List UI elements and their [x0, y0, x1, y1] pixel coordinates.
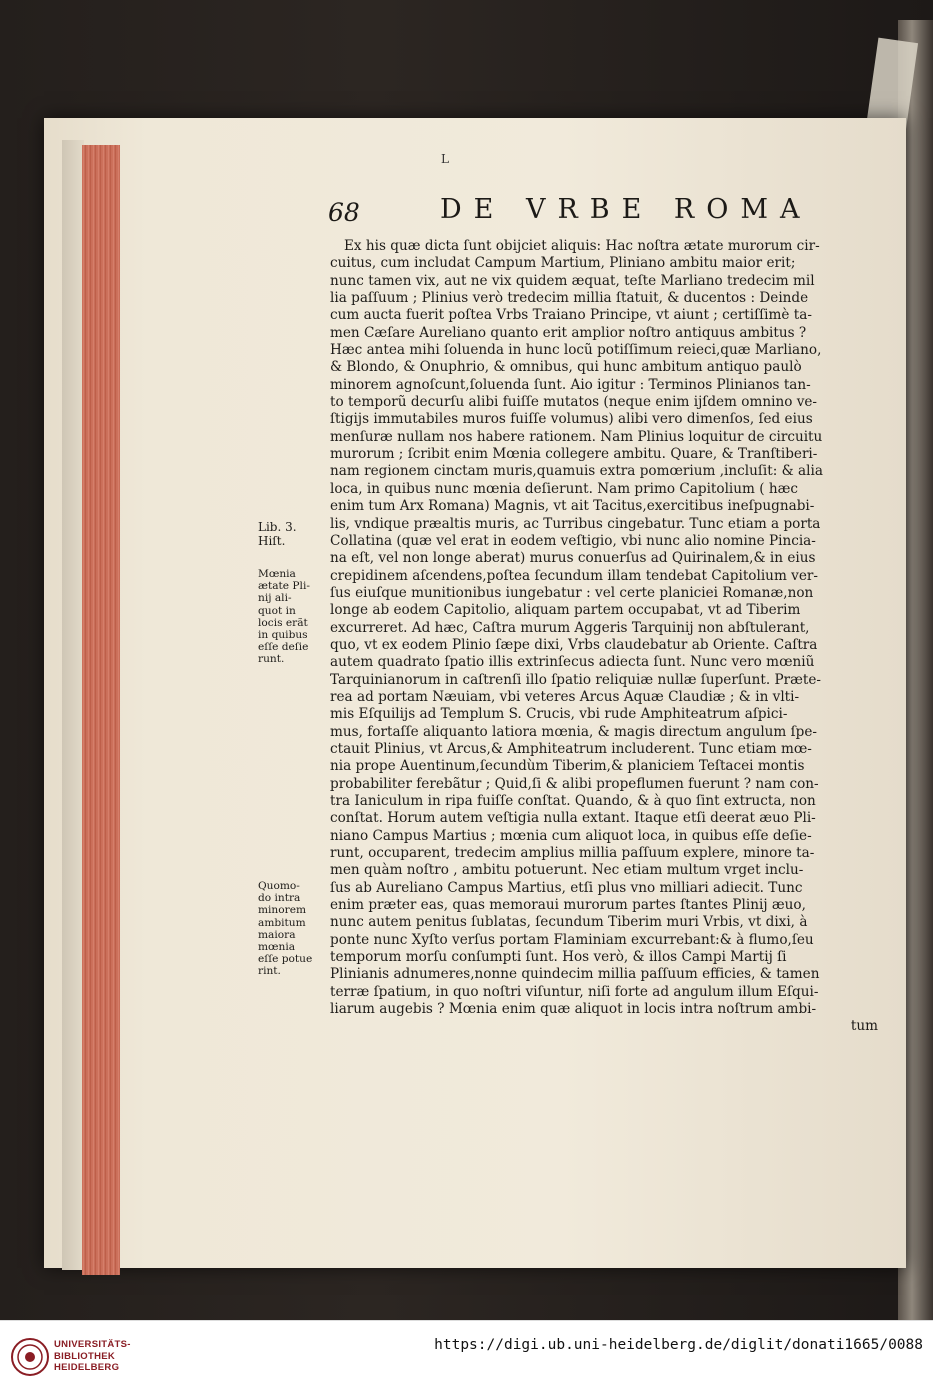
margin-note-quomodo [258, 880, 312, 978]
margin-note-line: eſſe deſie [258, 641, 309, 654]
margin-note-line: do intra [258, 892, 301, 905]
margin-note-line: mœnia [258, 940, 296, 953]
viewer-footer [0, 1320, 933, 1395]
text-line: mus, fortaſſe aliquanto latiora mœnia, & magis directum angulum ſpe- [330, 723, 818, 740]
text-line: menſuræ nullam nos habere rationem. Nam Plinius loquitur de circuitu [330, 428, 823, 445]
text-line: liarum augebis ? Mœnia enim quæ aliquot in locis intra noſtrum ambi- [330, 1001, 817, 1018]
text-line: men quàm noſtro , ambitu potuerunt. Nec etiam multum vrget inclu- [330, 862, 804, 879]
text-line: Collatina (quæ vel erat in eodem veſtigio, vbi nunc alio nomine Pincia- [330, 532, 816, 549]
text-line: runt, occuparent, tredecim amplius millia paſſuum explere, minore ta- [330, 845, 815, 862]
margin-note-line: in quibus [258, 628, 308, 641]
margin-note-line: eſſe potue [258, 953, 313, 966]
page-url-link[interactable]: https://digi.ub.uni-heidelberg.de/diglit/donati1665/0088 [434, 1337, 923, 1353]
margin-note-line: nij ali- [258, 592, 292, 605]
text-line: tra Ianiculum in ripa fuiſſe conſtat. Quando, & à quo ſint extructa, non [330, 793, 816, 809]
text-line: niano Campus Martius ; mœnia cum aliquot loca, in quibus eſſe deſie- [330, 827, 812, 844]
text-line: nunc tamen vix, aut ne vix quidem æquat, teſte Marliano tredecim mil [330, 272, 815, 289]
running-title: DE VRBE ROMA [440, 194, 812, 225]
margin-note-line: ætate Pli- [258, 580, 310, 593]
text-line: cuitus, cum includat Campum Martium, Pliniano ambitu maior erit; [330, 255, 796, 272]
margin-note-line: rint. [258, 965, 281, 978]
catchword: tum [850, 1018, 878, 1035]
text-line: crepidinem aſcendens,poſtea ſecundum illam tendebat Capitolium ver- [330, 567, 818, 584]
text-line: ponte nunc Xyſto verſus portam Flaminiam excurrebant:& à flumo,ſeu [330, 931, 814, 948]
text-line: nunc autem penitus ſublatas, ſecundum Tiberim muri Vrbis, vt dixi, à [330, 914, 808, 931]
text-line: loca, in quibus nunc mœnia deſierunt. Nam primo Capitolium ( hæc [330, 480, 799, 497]
text-line: na eſt, vel non longe aberat) murus conuerſus ad Quirinalem,& in eius [330, 550, 816, 567]
margin-note-line: ambitum [258, 916, 306, 929]
text-line: quo, vt ex eodem Plinio ſæpe dixi, Vrbs claudebatur ab Oriente. Caſtra [330, 636, 818, 653]
margin-note-line: quot in [258, 604, 296, 617]
text-line: probabiliter ferebãtur ; Quid,ſi & alibi propeflumen fuerunt ? nam con- [330, 775, 819, 792]
text-line: murorum ; ſcribit enim Mœnia collegere ambitu. Quare, & Tranſtiberi- [330, 446, 818, 463]
margin-note-line: minorem [258, 904, 307, 917]
corner-mark: L [441, 152, 449, 166]
page-gutter [62, 140, 84, 1270]
red-page-edges [82, 145, 120, 1275]
text-line: terræ ſpatium, in quo noſtri viſuntur, niſi forte ad angulum illum Eſqui- [330, 983, 819, 1000]
page-number: 68 [328, 198, 360, 227]
margin-note-line: Quomo- [258, 880, 300, 892]
text-line: lis, vndique præaltis muris, ac Turribus cingebatur. Tunc etiam a porta [330, 515, 821, 532]
text-line: ſtigijs immutabiles muros fuiſſe volumus) alibi vero dimenſos, ſed eius [330, 411, 813, 428]
text-line: ſus eiuſque munitionibus iungebatur : vel certe planiciei Romanæ,non [330, 584, 814, 601]
text-line: minorem agnoſcunt,ſoluenda ſunt. Aio igitur : Terminos Plinianos tan- [330, 376, 811, 393]
text-line: longe ab eodem Capitolio, aliquam partem occupabat, vt ad Tiberim [330, 602, 801, 619]
text-line: Ex his quæ dicta ſunt obijciet aliquis: Hac noſtra ætate murorum cir- [344, 238, 820, 254]
text-line: temporum morſu conſumpti ſunt. Hos verò, & illos Campi Martij ſi [330, 949, 787, 966]
text-line: conſtat. Horum autem veſtigia nulla extant. Itaque etſi deerat æuo Pli- [330, 810, 816, 827]
margin-note-lib [258, 520, 297, 548]
text-line: excurreret. Ad hæc, Caſtra murum Aggeris Tarquinij non abſtulerant, [330, 619, 810, 636]
text-line: Tarquinianorum in caſtrenſi illo ſpatio reliquiæ nullæ ſuperſunt. Præte- [330, 671, 822, 688]
text-line: autem quadrato ſpatio illis extrinſecus adiecta ſunt. Nunc vero mœniũ [330, 654, 815, 671]
text-line: mis Eſquilijs ad Templum S. Crucis, vbi rude Amphiteatrum aſpici- [330, 706, 788, 723]
margin-note-line: maiora [258, 928, 296, 941]
text-line: enim præter eas, quas memoraui murorum partes ſtantes Plinij æuo, [330, 897, 806, 914]
text-line: rea ad portam Næuiam, vbi veteres Arcus Aquæ Claudiæ ; & in vlti- [330, 688, 800, 705]
text-line: ſus ab Aureliano Campus Martius, etſi plus vno milliari adiecit. Tunc [330, 879, 803, 896]
margin-note-line: Lib. 3. [258, 520, 297, 534]
margin-note-line: runt. [258, 653, 285, 666]
text-line: to temporũ decurſu alibi fuiſſe mutatos (neque enim ijſdem omnino ve- [330, 394, 818, 411]
margin-note-line: locis erãt [258, 616, 308, 629]
university-seal-icon [10, 1335, 50, 1379]
body-text [330, 238, 894, 1036]
text-line: & Blondo, & Onuphrio, & omnibus, qui hunc ambitum antiquo paulò [330, 359, 802, 376]
text-line: nam regionem cinctam muris,quamuis extra pomœrium ,incluſit: & alia [330, 463, 823, 480]
text-line: lia paſſuum ; Plinius verò tredecim millia ſtatuit, & ducentos : Deinde [330, 290, 809, 307]
library-name: UNIVERSITÄTS- BIBLIOTHEK HEIDELBERG [54, 1339, 131, 1373]
text-line: enim tum Arx Romana) Magnis, vt ait Tacitus,exercitibus ineſpugnabi- [330, 498, 815, 515]
text-line: Plinianis adnumeres,nonne quindecim millia paſſuum efficies, & tamen [330, 966, 820, 983]
text-line: ctauit Plinius, vt Arcus,& Amphiteatrum includerent. Tunc etiam mœ- [330, 740, 812, 757]
text-line: Hæc antea mihi ſoluenda in hunc locũ potiſſimum reieci,quæ Marliano, [330, 342, 822, 359]
text-line: men Cæſare Aureliano quanto erit amplior noſtro antiquus ambitus ? [330, 324, 807, 341]
text-line: nia prope Auentinum,ſecundùm Tiberim,& planiciem Teſtacei montis [330, 758, 805, 775]
margin-note-line: Hiſt. [258, 534, 286, 548]
margin-note-moenia [258, 568, 310, 666]
margin-note-line: Mœnia [258, 568, 296, 580]
text-line: cum aucta fuerit poſtea Vrbs Traiano Principe, vt aiunt ; certiſſimè ta- [330, 307, 812, 324]
